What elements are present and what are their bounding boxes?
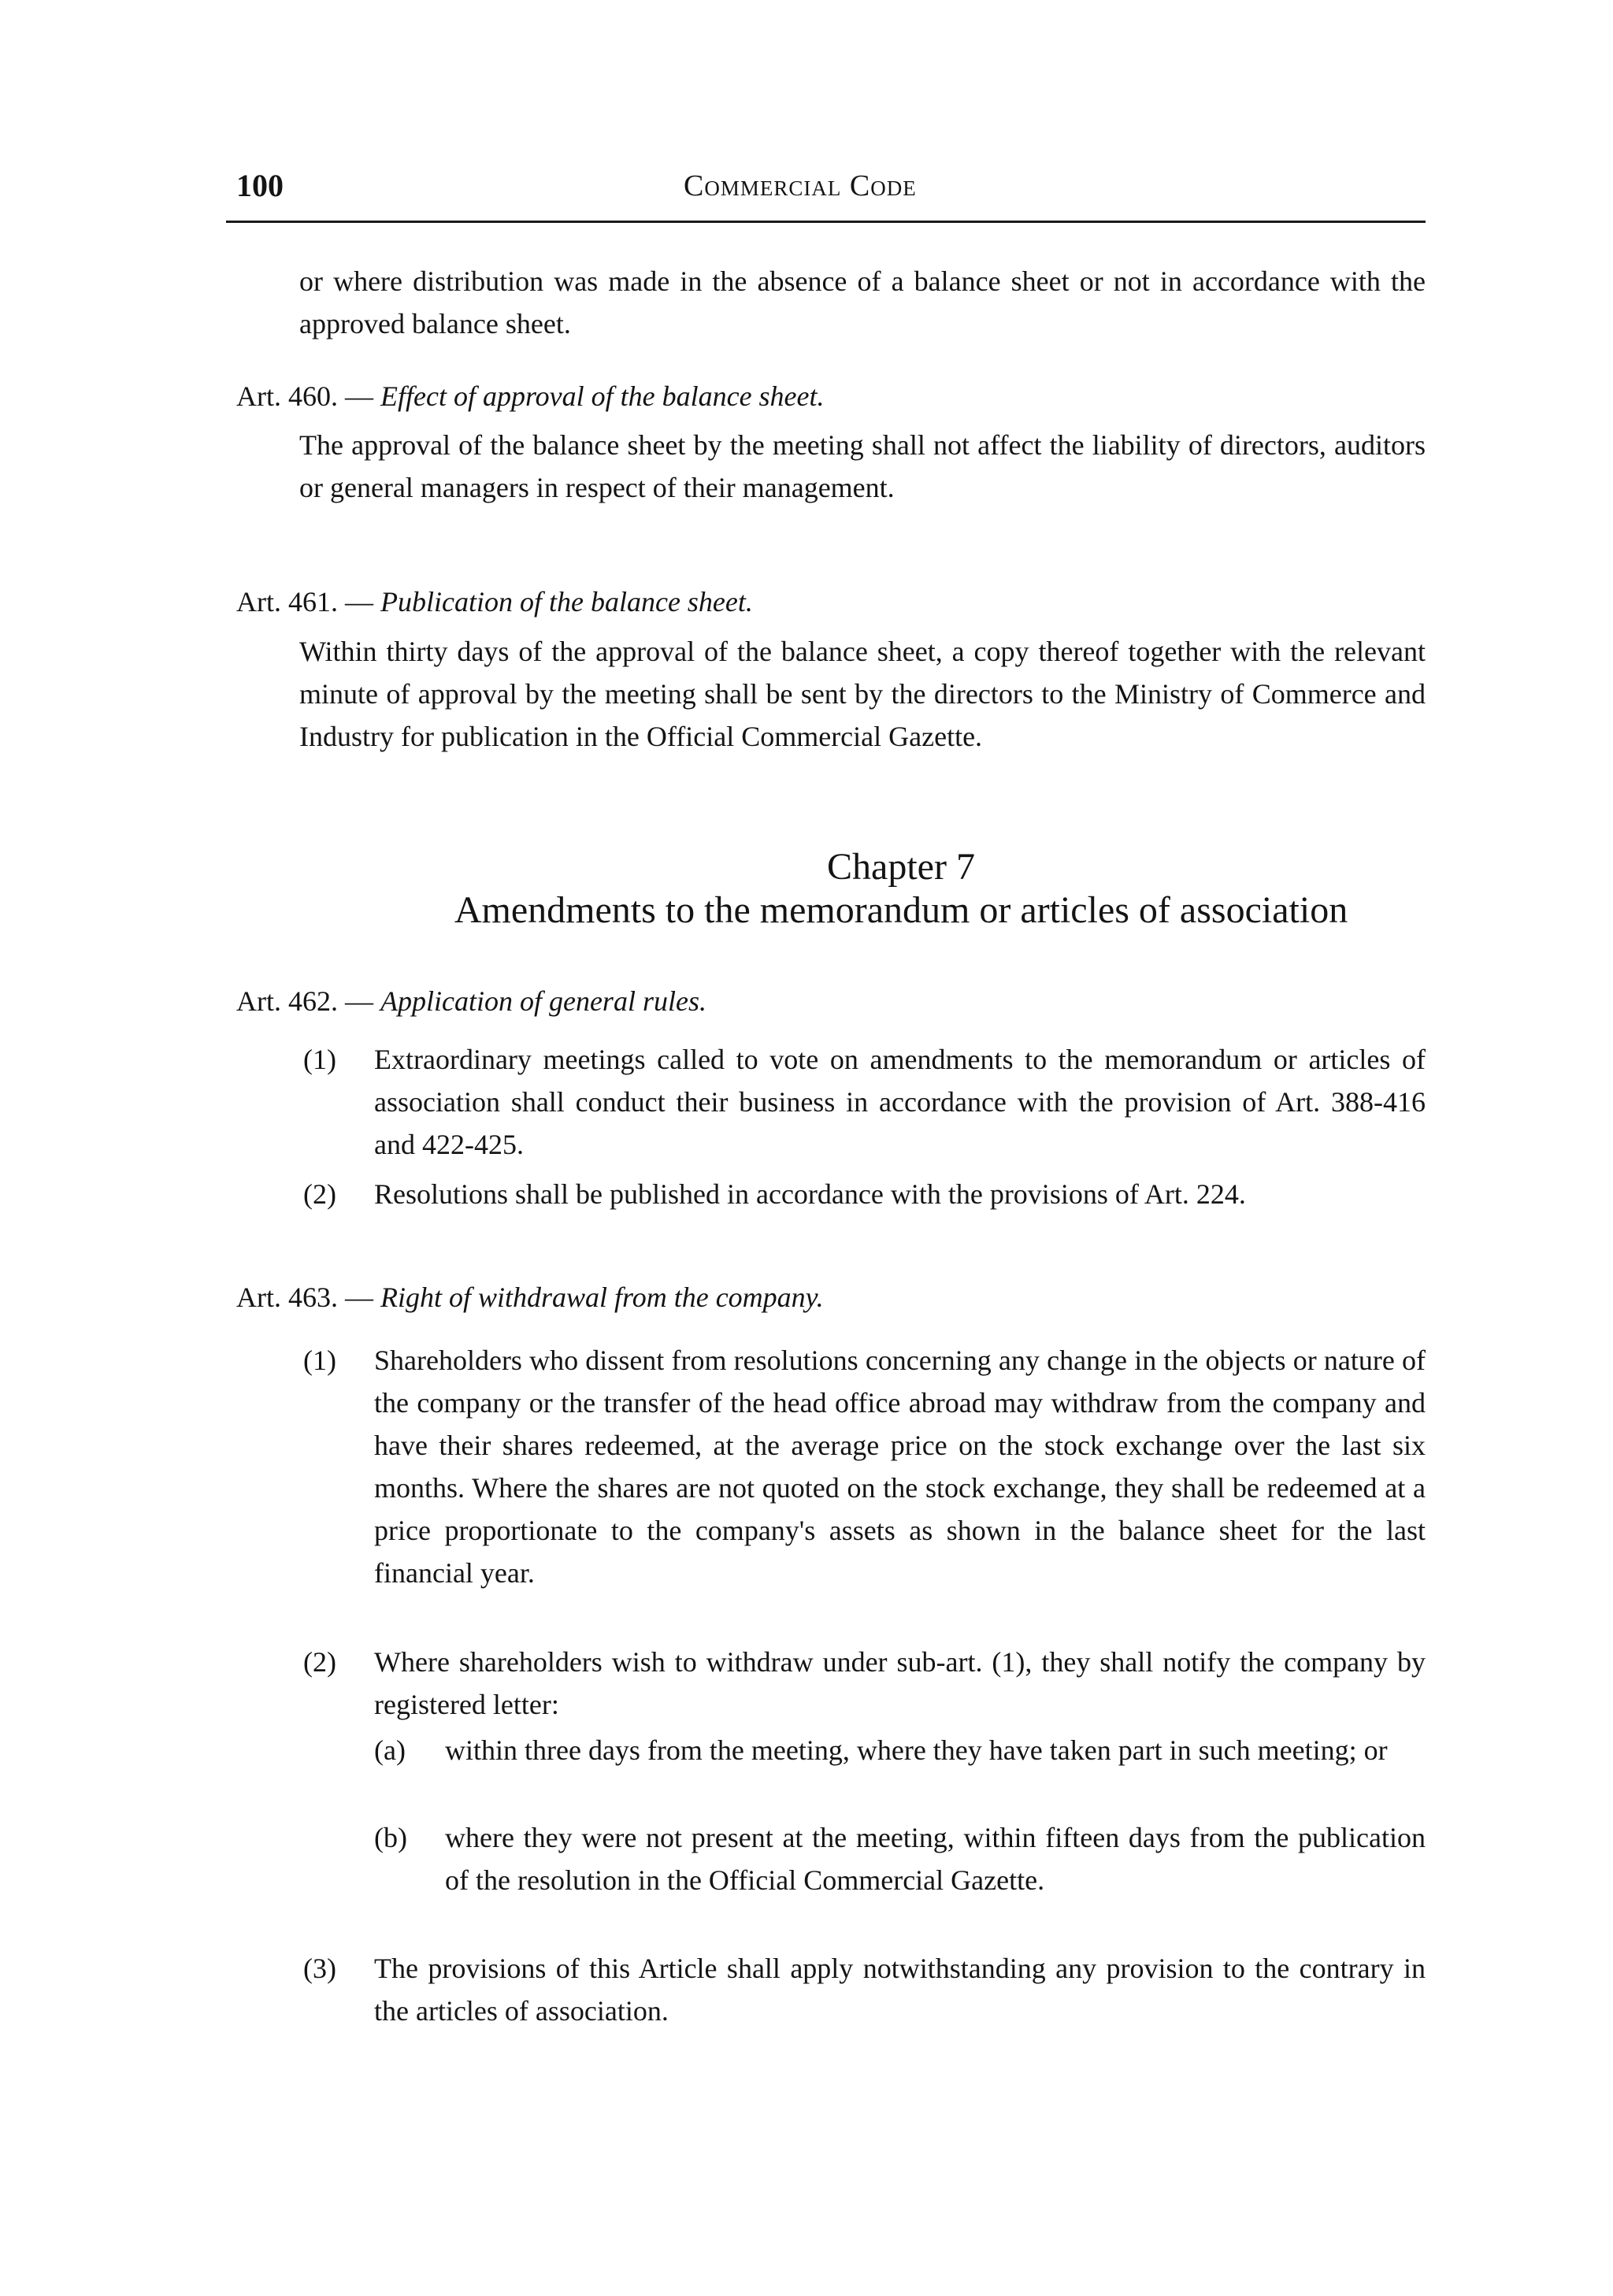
article-463-subitem-a-label: (a)	[374, 1734, 406, 1766]
article-463-title: Right of withdrawal from the company.	[380, 1282, 824, 1313]
article-461-heading	[236, 580, 753, 623]
article-462-heading	[236, 980, 706, 1022]
article-460-title: Effect of approval of the balance sheet.	[380, 380, 825, 412]
carryover-paragraph: or where distribution was made in the absence of a balance sheet or not in accordance with the approved balance sheet.	[299, 265, 1426, 339]
article-463-subitem-b-label: (b)	[374, 1822, 407, 1853]
article-463-heading	[236, 1276, 824, 1319]
page-number: 100	[236, 168, 284, 203]
article-463-item-3-label: (3)	[303, 1953, 336, 1984]
article-463-item-1-text: Shareholders who dissent from resolutions concerning any change in the objects or nature of the company or the transfer of the head office abroad may withdraw from the company and have their shares redeemed, at the average price on the stock exchange over the last six months. Where the shares are not quoted on the stock exchange, they shall be redeemed at a price proportionate to the company's assets as shown in the balance sheet for the last financial year.	[374, 1345, 1426, 1589]
article-461-number: Art. 461.	[236, 586, 338, 618]
article-462-item-1-text: Extraordinary meetings called to vote on amendments to the memorandum or articles of association shall conduct their business in accordance with the provision of Art. 388-416 and 422-425.	[374, 1044, 1426, 1160]
page-header	[236, 167, 1418, 214]
header-rule	[226, 221, 1426, 223]
article-462-number: Art. 462.	[236, 985, 338, 1017]
article-463-number: Art. 463.	[236, 1282, 338, 1313]
article-463-subitem-a-text: within three days from the meeting, where they have taken part in such meeting; or	[445, 1734, 1388, 1766]
article-460-body: The approval of the balance sheet by the meeting shall not affect the liability of directors, auditors or general managers in respect of their management.	[299, 429, 1426, 503]
article-462-item-2-text: Resolutions shall be published in accordance with the provisions of Art. 224.	[374, 1178, 1246, 1210]
running-title: Commercial Code	[684, 169, 917, 202]
article-463-item-3-text: The provisions of this Article shall apply notwithstanding any provision to the contrary in the articles of association.	[374, 1953, 1426, 2027]
article-462-item-2-label: (2)	[303, 1178, 336, 1210]
chapter-number: Chapter 7	[827, 846, 975, 888]
chapter-title: Amendments to the memorandum or articles of association	[454, 889, 1348, 931]
article-463-dash: —	[345, 1282, 373, 1313]
article-461-dash: —	[345, 586, 373, 618]
article-461-body: Within thirty days of the approval of the balance sheet, a copy thereof together with the relevant minute of approval by the meeting shall be sent by the directors to the Ministry of Commerce and Industry for publication in the Official Commercial Gazette.	[299, 636, 1426, 752]
article-463-item-1-label: (1)	[303, 1345, 336, 1376]
article-463-subitem-b-text: where they were not present at the meeting, within fifteen days from the publication of the resolution in the Official Commercial Gazette.	[445, 1822, 1426, 1896]
article-462-title: Application of general rules.	[380, 985, 706, 1017]
article-462-item-1-label: (1)	[303, 1044, 336, 1075]
article-460-heading	[236, 375, 825, 417]
article-462-dash: —	[345, 985, 373, 1017]
article-460-number: Art. 460.	[236, 380, 338, 412]
article-463-item-2-label: (2)	[303, 1646, 336, 1678]
article-461-title: Publication of the balance sheet.	[380, 586, 753, 618]
article-460-dash: —	[345, 380, 373, 412]
article-463-item-2-text: Where shareholders wish to withdraw under sub-art. (1), they shall notify the company by registered letter:	[374, 1646, 1426, 1720]
